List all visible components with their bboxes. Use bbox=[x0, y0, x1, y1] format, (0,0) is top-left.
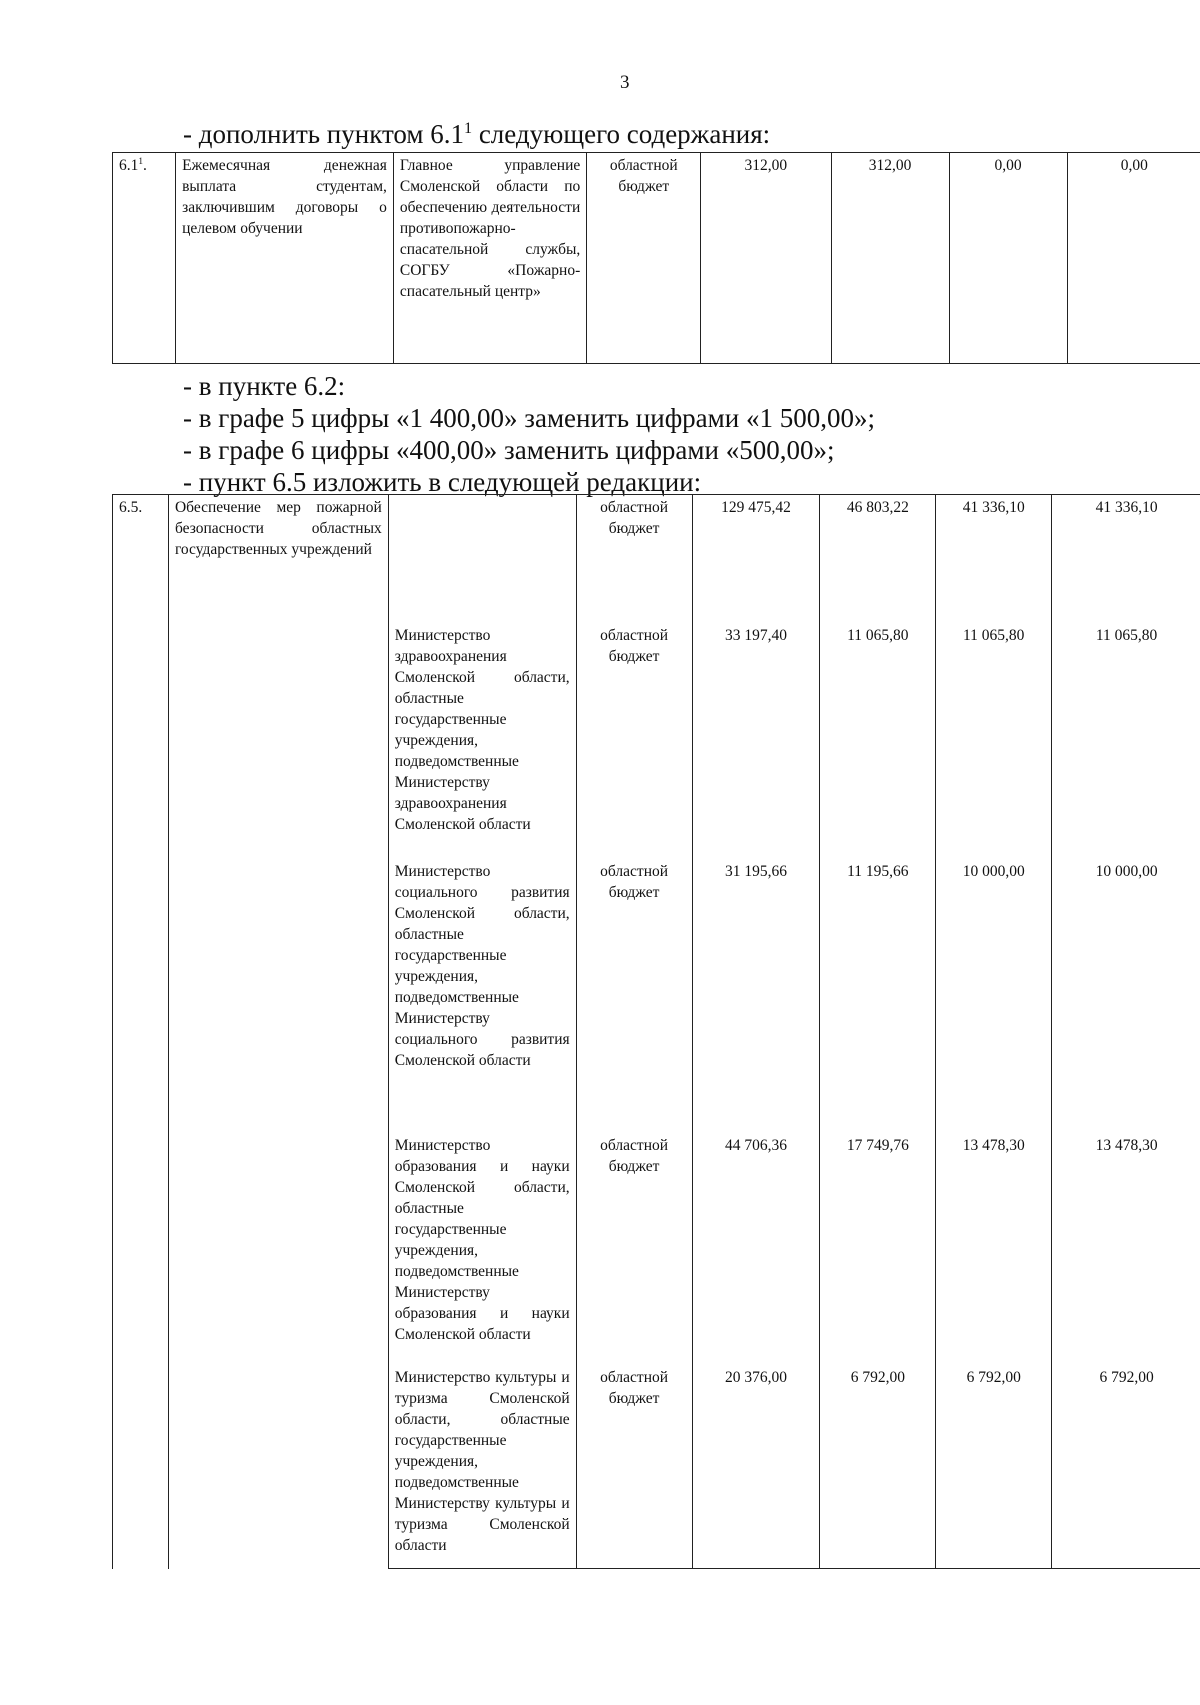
instruction-line-4: - в графе 6 цифры «400,00» заменить цифрами «500,00»; bbox=[183, 435, 835, 465]
table-item-6-1-1 bbox=[112, 152, 1200, 364]
cell-value-3: 13 478,30 bbox=[936, 1133, 1052, 1365]
cell-value-2: 46 803,22 bbox=[820, 495, 936, 623]
cell-value-2: 6 792,00 bbox=[820, 1365, 936, 1569]
cell-value-4: 11 065,80 bbox=[1052, 623, 1200, 859]
cell-name: Обеспечение мер пожарной безопасности областных государственных учреждений bbox=[168, 495, 388, 1569]
cell-source: областной бюджет bbox=[587, 153, 701, 364]
table-row bbox=[113, 495, 1200, 623]
page-number: 3 bbox=[620, 72, 630, 93]
table-row bbox=[113, 153, 1200, 364]
cell-value-4: 41 336,10 bbox=[1052, 495, 1200, 623]
cell-value-4: 13 478,30 bbox=[1052, 1133, 1200, 1365]
cell-source: областной бюджет bbox=[576, 623, 692, 859]
instruction-line-3: - в графе 5 цифры «1 400,00» заменить цифрами «1 500,00»; bbox=[183, 403, 875, 433]
cell-value-1: 31 195,66 bbox=[692, 859, 820, 1133]
cell-executor: Министерство социального развития Смоленской области, областные государственные учреждения, подведомственные Министерству социального развития Смоленской области bbox=[388, 859, 576, 1133]
cell-value-4: 10 000,00 bbox=[1052, 859, 1200, 1133]
cell-value-4: 0,00 bbox=[1067, 153, 1200, 364]
cell-executor: Главное управление Смоленской области по обеспечению деятельности противопожарно-спасательной службы, СОГБУ «Пожарно-спасательный центр» bbox=[393, 153, 586, 364]
cell-value-2: 11 065,80 bbox=[820, 623, 936, 859]
cell-executor: Министерство здравоохранения Смоленской области, областные государственные учреждения, подведомственные Министерству здравоохранения Смоленской области bbox=[388, 623, 576, 859]
instruction-line-5: - пункт 6.5 изложить в следующей редакции: bbox=[183, 467, 702, 497]
cell-value-1: 312,00 bbox=[701, 153, 831, 364]
cell-source: областной бюджет bbox=[576, 1365, 692, 1569]
instruction-line-2: - в пункте 6.2: bbox=[183, 371, 346, 401]
cell-value-1: 44 706,36 bbox=[692, 1133, 820, 1365]
cell-source: областной бюджет bbox=[576, 1133, 692, 1365]
cell-value-2: 312,00 bbox=[831, 153, 949, 364]
cell-value-2: 11 195,66 bbox=[820, 859, 936, 1133]
cell-executor: Министерство образования и науки Смоленской области, областные государственные учреждения, подведомственные Министерству образования и науки Смоленской области bbox=[388, 1133, 576, 1365]
cell-source: областной бюджет bbox=[576, 859, 692, 1133]
instruction-add-item-sup: 1 bbox=[463, 119, 473, 137]
instruction-add-item-pre: - дополнить пунктом 6.1 bbox=[183, 119, 464, 149]
cell-source: областной бюджет bbox=[576, 495, 692, 623]
cell-name: Ежемесячная денежная выплата студентам, заключившим договоры о целевом обучении bbox=[176, 153, 394, 364]
cell-value-3: 11 065,80 bbox=[936, 623, 1052, 859]
cell-value-3: 0,00 bbox=[949, 153, 1067, 364]
cell-value-4: 6 792,00 bbox=[1052, 1365, 1200, 1569]
cell-executor: Министерство культуры и туризма Смоленской области, областные государственные учреждения, подведомственные Министерству культуры и туризма Смоленской области bbox=[388, 1365, 576, 1569]
cell-value-1: 33 197,40 bbox=[692, 623, 820, 859]
cell-value-1: 20 376,00 bbox=[692, 1365, 820, 1569]
cell-value-3: 41 336,10 bbox=[936, 495, 1052, 623]
instruction-add-item-post: следующего содержания: bbox=[472, 119, 771, 149]
cell-value-3: 10 000,00 bbox=[936, 859, 1052, 1133]
table-item-6-5 bbox=[112, 494, 1200, 1569]
cell-value-2: 17 749,76 bbox=[820, 1133, 936, 1365]
cell-num: $6.1^1$. bbox=[113, 153, 176, 364]
instruction-add-item bbox=[183, 118, 770, 150]
cell-value-3: 6 792,00 bbox=[936, 1365, 1052, 1569]
cell-executor bbox=[388, 495, 576, 623]
cell-num: 6.5. bbox=[113, 495, 169, 1569]
cell-value-1: 129 475,42 bbox=[692, 495, 820, 623]
